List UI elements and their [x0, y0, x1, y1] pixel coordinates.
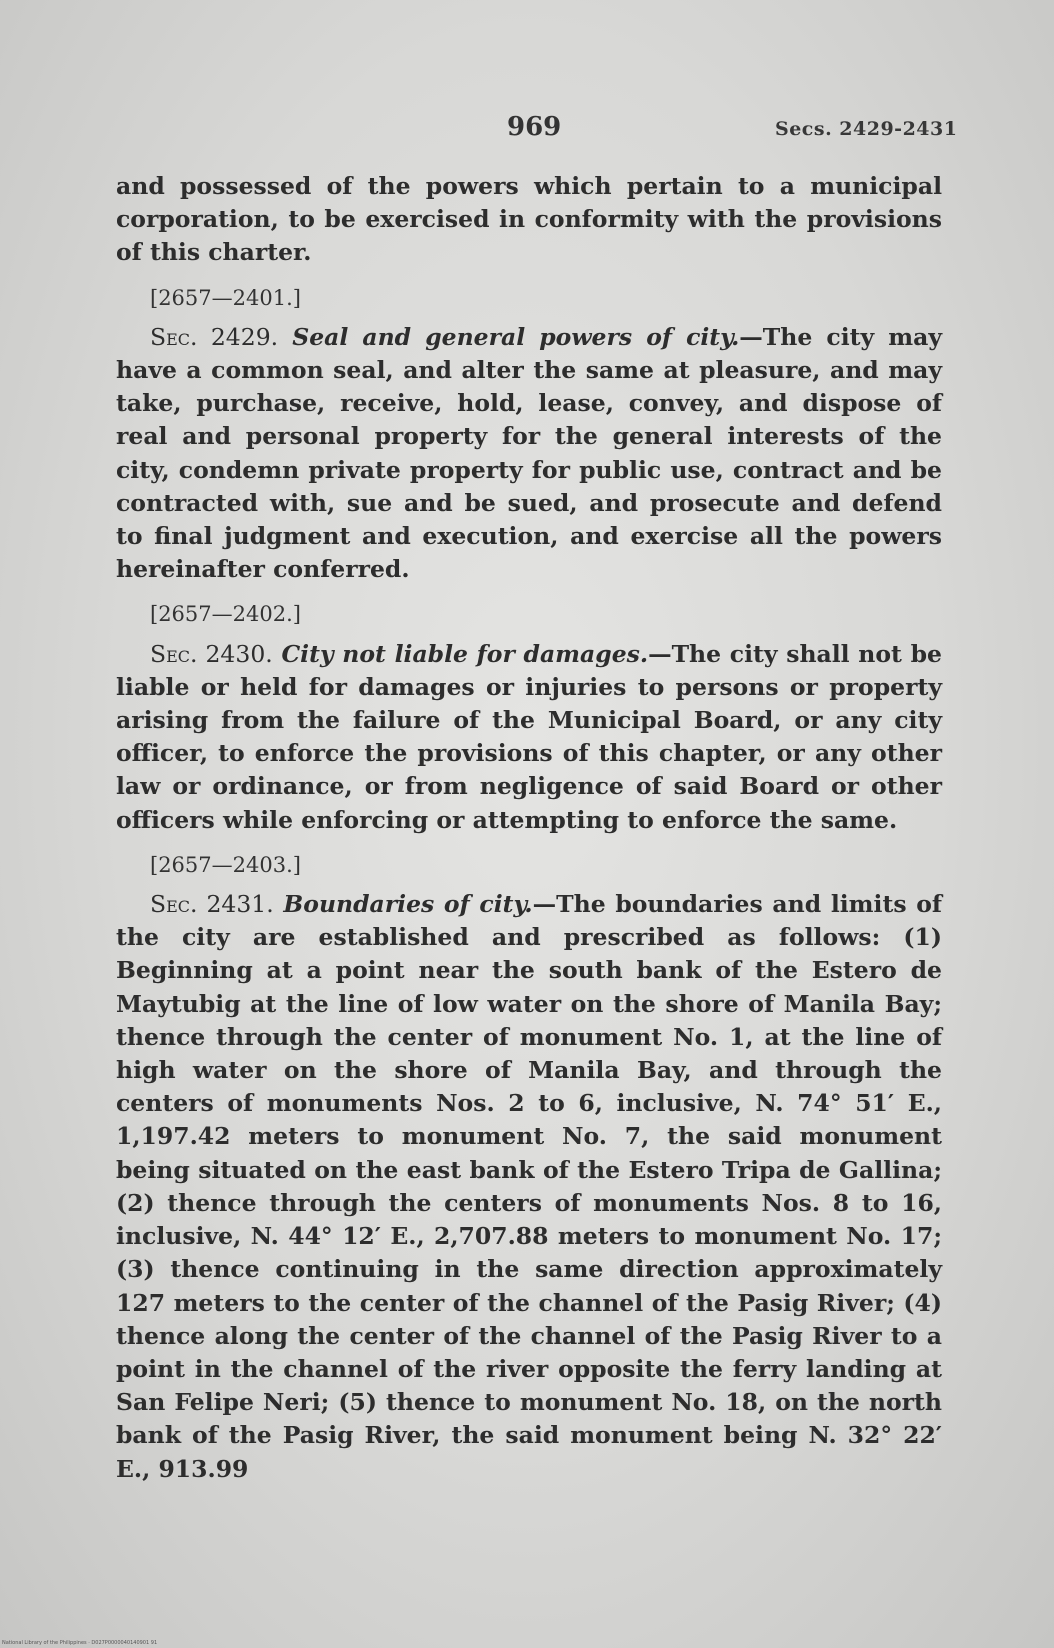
page-header: [0, 112, 1054, 152]
section-text: —The city shall not be liable or held for damages or injuries to persons or property arising from the failure of the Municipal Board, or any city officer, to enforce the provisions of this chapter, or any other law or ordinance, or from negligence of said Board or other officers while enforcing or attempting to enforce the same.: [116, 639, 942, 834]
page-number: 969: [507, 112, 562, 142]
continuation-paragraph: and possessed of the powers which pertain to a municipal corporation, to be exercised in conformity with the provisions of this charter.: [116, 172, 942, 267]
section-paragraph: [116, 321, 942, 587]
section-reference: [2657—2403.]: [150, 852, 301, 877]
section-title: Boundaries of city.: [283, 890, 533, 919]
section-text: —The boundaries and limits of the city are established and prescribed as follows: (1) Beginning at a point near the south bank of the Estero de Maytubig at the line of low water on the shore of Manila Bay; thence through the center of monument No. 1, at the line of high water on the shore of Manila Bay, and through the centers of monuments Nos. 2 to 6, inclusive, N. 74° 51′ E., 1,197.42 meters to monument No. 7, the said monument being situated on the east bank of the Estero Tripa de Gallina; (2) thence through the centers of monuments Nos. 8 to 16, inclusive, N. 44° 12′ E., 2,707.88 meters to monument No. 17; (3) thence continuing in the same direction approximately 127 meters to the center of the channel of the Pasig River; (4) thence along the center of the channel of the Pasig River to a point in the channel of the river opposite the ferry landing at San Felipe Neri; (5) thence to monument No. 18, on the north bank of the Pasig River, the said monument being N. 32° 22′ E., 913.99: [116, 890, 943, 1483]
section-label: Sec. 2430.: [150, 639, 273, 668]
body-text: [116, 170, 942, 1486]
section-reference: [2657—2401.]: [150, 285, 301, 310]
section-reference: [2657—2402.]: [150, 602, 301, 627]
section-range: Secs. 2429-2431: [775, 118, 958, 140]
section-text: —The city may have a common seal, and alter the same at pleasure, and may take, purchase, receive, hold, lease, convey, and dispose of real and personal property for the general interests of the city, condemn private property for public use, contract and be contracted with, sue and be sued, and prosecute and defend to final judgment and execution, and exercise all the powers hereinafter conferred.: [116, 322, 942, 584]
section-paragraph: [116, 638, 942, 837]
section-paragraph: [116, 888, 942, 1486]
section-label: Sec. 2429.: [150, 322, 279, 351]
section-label: Sec. 2431.: [150, 890, 274, 919]
section-title: City not liable for damages.: [281, 639, 649, 668]
scan-footer: National Library of the Philippines · D027P0000040140901 91: [2, 1640, 158, 1646]
section-title: Seal and general powers of city.: [292, 322, 740, 351]
